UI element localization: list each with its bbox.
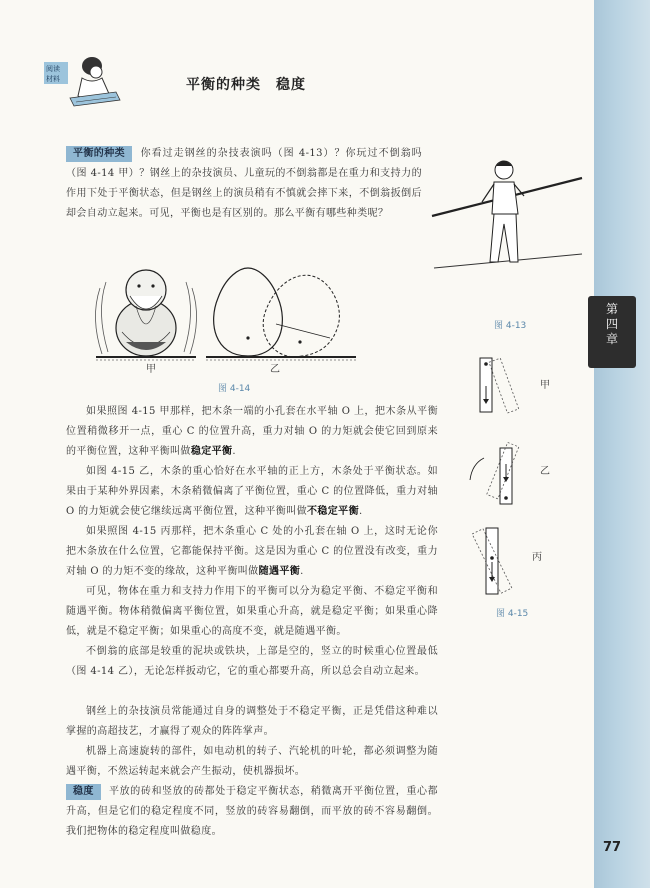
chapter-side-strip xyxy=(594,0,650,888)
stick-diagram-c xyxy=(472,528,512,594)
egg-diagram xyxy=(214,268,340,357)
figure-4-13 xyxy=(432,150,582,310)
figure-4-15-caption: 图 4-15 xyxy=(496,609,529,619)
page-number: 77 xyxy=(603,840,622,855)
figure-4-14-caption: 图 4-14 xyxy=(218,384,251,394)
paragraph-neutral-equilibrium xyxy=(66,522,438,582)
term-unstable-equilibrium: 不稳定平衡 xyxy=(306,506,359,517)
paragraph-end: . xyxy=(300,566,304,577)
paragraph-end: . xyxy=(232,446,237,457)
paragraph-acrobat: 钢丝上的杂技演员常能通过自身的调整处于不稳定平衡，正是凭借这种难以掌握的高超技艺，才赢得了观众的阵阵掌声。 xyxy=(66,706,438,737)
paragraph-summary: 可见，物体在重力和支持力作用下的平衡可以分为稳定平衡、不稳定平衡和随遇平衡。物体稍微偏离平衡位置，如果重心升高，就是稳定平衡；如果重心降低，就是不稳定平衡；如果重心的高度不变，就是随遇平衡。 xyxy=(66,586,438,637)
paragraph-text: 如果照图 4-15 甲那样，把木条一端的小孔套在水平轴 O 上，把木条从平衡位置稍微移开一点，重心 C 的位置升高，重力对轴 O 的力矩就会使它回到原来的平衡位置，这种平衡叫做 xyxy=(66,406,438,457)
paragraph-machines: 机器上高速旋转的部件，如电动机的转子、汽轮机的叶轮，都必须调整为随遇平衡，不然运转起来就会产生振动，使机器损坏。 xyxy=(66,746,438,777)
stick-diagram-b xyxy=(470,442,519,504)
paragraph-text: 你看过走钢丝的杂技表演吗（图 4-13）？你玩过不倒翁吗（图 4-14 甲）？钢丝上的杂技演员、儿童玩的不倒翁都是在重力和支持力的作用下处于平衡状态，但是钢丝上的演员稍有不慎就会摔下来，不倒翁扳倒后却会自动立起来。可见，平衡也是有区别的。那么平衡有哪些种类呢？ xyxy=(66,148,422,219)
figure-4-15 xyxy=(466,352,536,612)
paragraph-text: 平放的砖和竖放的砖都处于稳定平衡状态，稍微离开平衡位置，重心都升高，但是它们的稳定程度不同，竖放的砖容易翻倒，而平放的砖不容易翻倒。我们把物体的稳定程度叫做稳度。 xyxy=(66,786,438,837)
svg-text:材料: 材料 xyxy=(46,75,60,83)
chapter-tab xyxy=(588,296,636,368)
heading-stability: 稳度 xyxy=(66,784,101,800)
paragraph-tumbler: 不倒翁的底部是较重的泥块或铁块，上部是空的，竖立的时候重心位置最低（图 4-14 乙），无论怎样扳动它，它的重心都要升高，所以总会自动立起来。 xyxy=(66,646,438,677)
heading-balance-types: 平衡的种类 xyxy=(66,146,132,162)
term-neutral-equilibrium: 随遇平衡 xyxy=(258,566,301,577)
chapter-tab-line: 四 xyxy=(605,317,618,331)
figure-4-14-label-a: 甲 xyxy=(146,364,156,375)
svg-text:阅读: 阅读 xyxy=(46,65,60,73)
paragraph-end: . xyxy=(358,506,363,517)
chapter-tab-line: 第 xyxy=(605,302,618,316)
figure-4-15-label-a: 甲 xyxy=(540,380,550,391)
paragraph-text: 如图 4-15 乙，木条的重心恰好在水平轴的正上方，木条处于平衡状态。如果由于某种外界因素，木条稍微偏离了平衡位置，重心 C 的位置降低，重力对轴 O 的力矩就会使它继续远离平衡位置，这种平衡叫做 xyxy=(66,466,438,517)
term-stable-equilibrium: 稳定平衡 xyxy=(190,446,233,457)
chapter-tab-line: 章 xyxy=(605,332,618,346)
stick-diagram-a xyxy=(480,358,519,413)
figure-4-14-label-b: 乙 xyxy=(270,364,280,375)
figure-4-13-caption: 图 4-13 xyxy=(494,321,527,331)
paragraph-unstable-equilibrium xyxy=(66,462,438,522)
paragraph-stable-equilibrium xyxy=(66,402,438,462)
paragraph-text: 如果照图 4-15 丙那样，把木条重心 C 处的小孔套在轴 O 上，这时无论你把木条放在什么位置，它都能保持平衡。这是因为重心 C 的位置没有改变，重力对轴 O 的力矩不变的缘故，这种平衡叫做 xyxy=(66,526,438,577)
tumbler-doll-drawing xyxy=(95,270,196,356)
paragraph-balance-types xyxy=(66,144,422,224)
tightrope-walker-drawing xyxy=(432,161,582,268)
section-title: 平衡的种类 稳度 xyxy=(186,77,306,93)
reading-girl-illustration xyxy=(40,52,130,114)
figure-4-15-label-c: 丙 xyxy=(532,552,542,563)
figure-4-14 xyxy=(96,262,366,372)
reading-material-logo xyxy=(40,52,130,114)
paragraph-stability xyxy=(66,782,438,842)
figure-4-15-label-b: 乙 xyxy=(540,466,550,477)
